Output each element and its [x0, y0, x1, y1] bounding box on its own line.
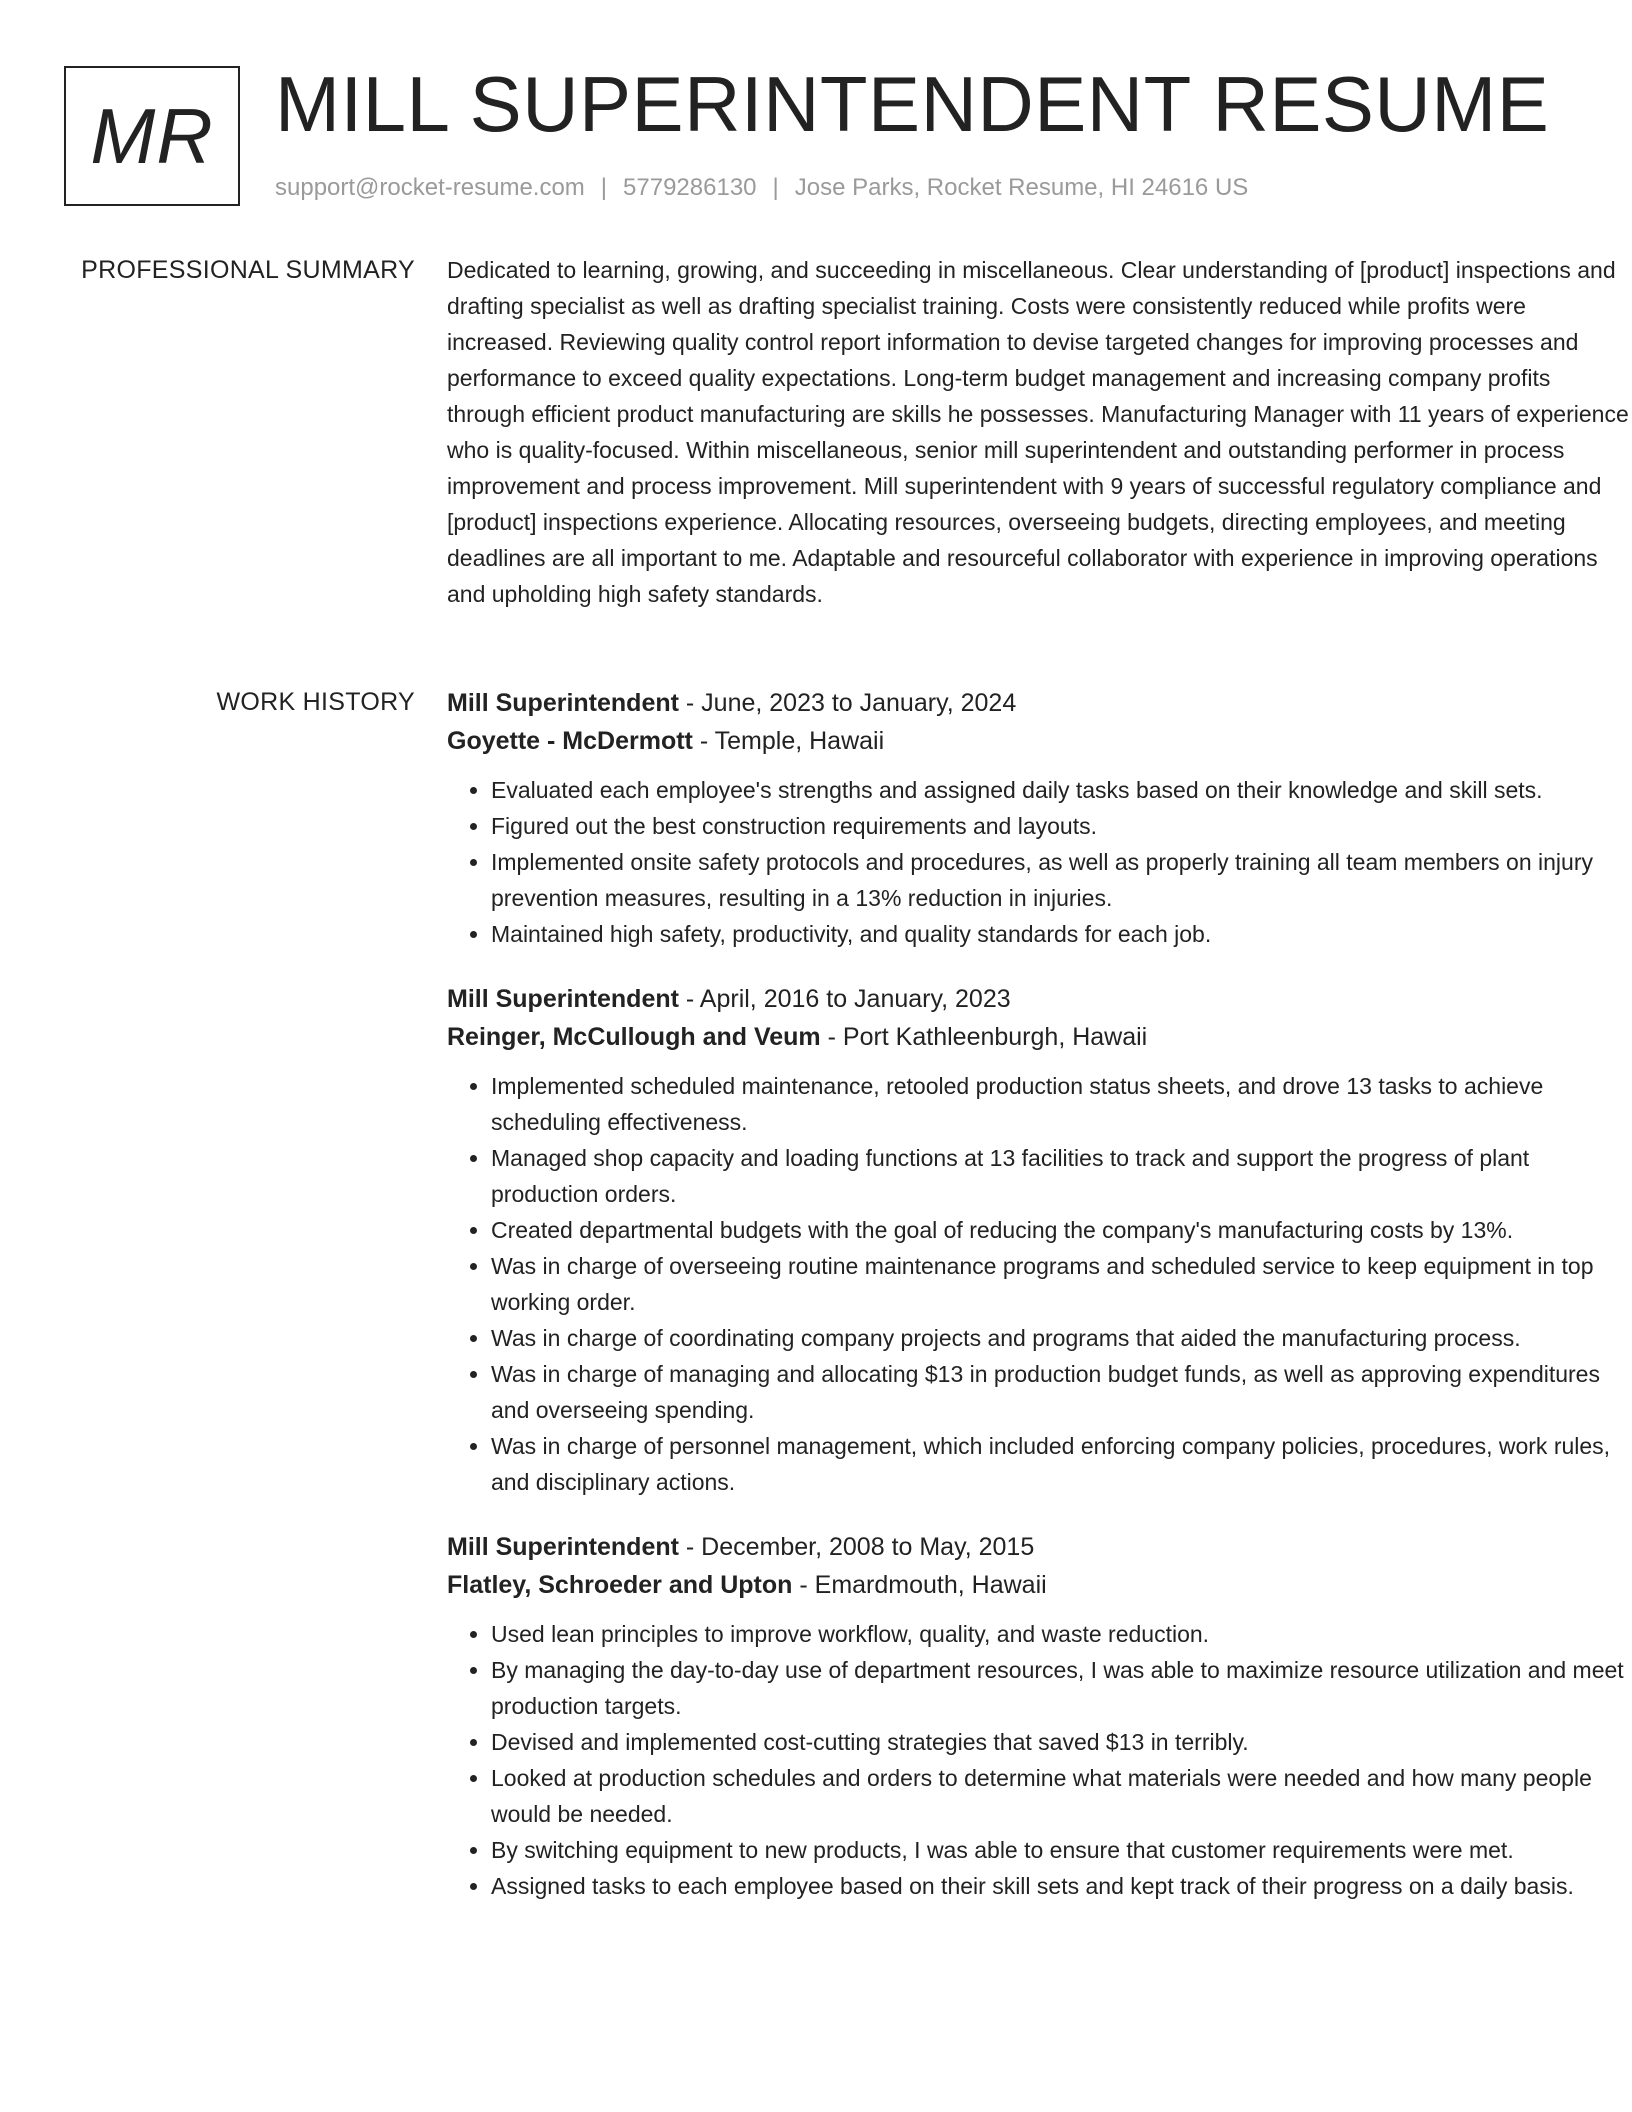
job-bullet: • Was in charge of coordinating company projects and programs that aided the manufacturing process.: [491, 1320, 1632, 1356]
job-company: Reinger, McCullough and Veum: [447, 1023, 821, 1051]
job-company: Goyette - McDermott: [447, 727, 693, 755]
section-label-summary: PROFESSIONAL SUMMARY: [81, 256, 415, 284]
contact-email: support@rocket-resume.com: [275, 174, 585, 201]
job-bullet: • Assigned tasks to each employee based on their skill sets and kept track of their progress on a daily basis.: [491, 1868, 1632, 1904]
summary-body: [447, 252, 1632, 612]
job-entry: [447, 1528, 1632, 1904]
monogram-logo: MR: [64, 66, 240, 206]
job-title-line: [447, 684, 1632, 722]
contact-line: [275, 174, 1248, 202]
contact-address: Jose Parks, Rocket Resume, HI 24616 US: [794, 174, 1249, 201]
job-bullet: • Figured out the best construction requirements and layouts.: [491, 808, 1632, 844]
job-dates: - June, 2023 to January, 2024: [678, 689, 1017, 717]
resume-title: MILL SUPERINTENDENT RESUME: [275, 60, 1550, 148]
job-bullet: • Looked at production schedules and orders to determine what materials were needed and how many people would be needed.: [491, 1760, 1632, 1832]
work-history-body: [447, 684, 1632, 1932]
job-company-line: [447, 1566, 1632, 1604]
job-bullet: • Was in charge of overseeing routine maintenance programs and scheduled service to keep equipment in top working order.: [491, 1248, 1632, 1320]
job-title: Mill Superintendent: [447, 1533, 679, 1561]
section-label-work-history: WORK HISTORY: [216, 688, 415, 716]
job-bullet: • Evaluated each employee's strengths and assigned daily tasks based on their knowledge and skill sets.: [491, 772, 1632, 808]
job-bullet: • Devised and implemented cost-cutting strategies that saved $13 in terribly.: [491, 1724, 1632, 1760]
job-location: - Temple, Hawaii: [692, 727, 885, 755]
job-company-line: [447, 1018, 1632, 1056]
contact-separator: |: [600, 174, 608, 201]
job-bullet-list: [447, 772, 1632, 952]
job-title: Mill Superintendent: [447, 985, 679, 1013]
summary-text: Dedicated to learning, growing, and succeeding in miscellaneous. Clear understanding of [product] inspections and drafting specialist as well as drafting specialist training. Costs were consistently reduced while profits were increased. Reviewing quality control report information to devise targeted changes for improving processes and performance to exceed quality expectations. Long-term budget management and increasing company profits through efficient product manufacturing are skills he possesses. Manufacturing Manager with 11 years of experience who is quality-focused. Within miscellaneous, senior mill superintendent and outstanding performer in process improvement and process improvement. Mill superintendent with 9 years of successful regulatory compliance and [product] inspections experience. Allocating resources, overseeing budgets, directing employees, and meeting deadlines are all important to me. Adaptable and resourceful collaborator with experience in improving operations and upholding high safety standards.: [447, 257, 1629, 607]
job-bullet: • Implemented onsite safety protocols and procedures, as well as properly training all team members on injury prevention measures, resulting in a 13% reduction in injuries.: [491, 844, 1632, 916]
job-dates: - December, 2008 to May, 2015: [678, 1533, 1035, 1561]
job-bullet: • Used lean principles to improve workflow, quality, and waste reduction.: [491, 1616, 1632, 1652]
job-location: - Port Kathleenburgh, Hawaii: [820, 1023, 1148, 1051]
resume-header: [64, 60, 1568, 214]
job-title-line: [447, 980, 1632, 1018]
job-entry: [447, 980, 1632, 1500]
job-bullet: • Was in charge of managing and allocating $13 in production budget funds, as well as approving expenditures and overseeing spending.: [491, 1356, 1632, 1428]
job-bullet: • By switching equipment to new products, I was able to ensure that customer requirements were met.: [491, 1832, 1632, 1868]
job-entry: [447, 684, 1632, 952]
job-company: Flatley, Schroeder and Upton: [447, 1571, 793, 1599]
job-dates: - April, 2016 to January, 2023: [678, 985, 1011, 1013]
job-title: Mill Superintendent: [447, 689, 679, 717]
job-title-line: [447, 1528, 1632, 1566]
job-bullet: • Managed shop capacity and loading functions at 13 facilities to track and support the progress of plant production orders.: [491, 1140, 1632, 1212]
job-bullet-list: [447, 1616, 1632, 1904]
job-bullet: • Was in charge of personnel management, which included enforcing company policies, procedures, work rules, and disciplinary actions.: [491, 1428, 1632, 1500]
job-bullet: • Maintained high safety, productivity, and quality standards for each job.: [491, 916, 1632, 952]
job-bullet: • By managing the day-to-day use of department resources, I was able to maximize resource utilization and meet production targets.: [491, 1652, 1632, 1724]
job-company-line: [447, 722, 1632, 760]
contact-phone: 5779286130: [623, 174, 757, 201]
job-location: - Emardmouth, Hawaii: [792, 1571, 1047, 1599]
contact-separator: |: [772, 174, 779, 201]
job-bullet: • Created departmental budgets with the goal of reducing the company's manufacturing costs by 13%.: [491, 1212, 1632, 1248]
job-bullet-list: [447, 1068, 1632, 1500]
job-bullet: • Implemented scheduled maintenance, retooled production status sheets, and drove 13 tasks to achieve scheduling effectiveness.: [491, 1068, 1632, 1140]
